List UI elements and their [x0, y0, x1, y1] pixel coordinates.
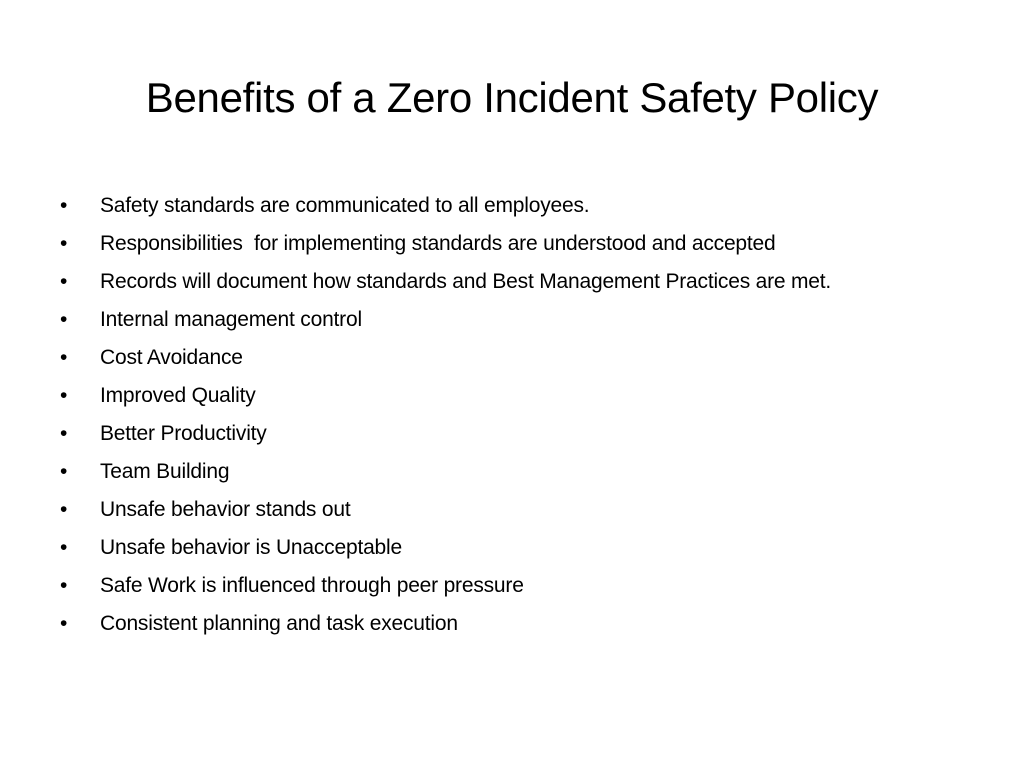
bullet-item [60, 418, 970, 449]
bullet-text: Cost Avoidance [100, 346, 243, 369]
bullet-text: Records will document how standards and Best Management Practices are met. [100, 270, 832, 293]
bullet-text: Improved Quality [100, 384, 256, 407]
bullet-dot-icon: • [60, 612, 68, 635]
bullet-item [60, 570, 970, 601]
bullet-text: Better Productivity [100, 422, 267, 445]
bullet-dot-icon: • [60, 422, 68, 445]
bullet-dot-icon: • [60, 574, 68, 597]
bullet-text: Safe Work is influenced through peer pressure [100, 574, 524, 597]
bullet-text: Unsafe behavior is Unacceptable [100, 536, 402, 559]
bullet-item [60, 228, 970, 259]
bullet-item [60, 380, 970, 411]
bullet-dot-icon: • [60, 270, 68, 293]
bullet-dot-icon: • [60, 346, 68, 369]
bullet-dot-icon: • [60, 498, 68, 521]
bullet-item [60, 608, 970, 639]
bullet-text: Consistent planning and task execution [100, 612, 458, 635]
bullet-text: Unsafe behavior stands out [100, 498, 351, 521]
bullet-text: Internal management control [100, 308, 362, 331]
bullet-dot-icon: • [60, 194, 68, 217]
bullet-item [60, 342, 970, 373]
bullet-item [60, 494, 970, 525]
bullet-text: Safety standards are communicated to all employees. [100, 194, 590, 217]
bullet-dot-icon: • [60, 384, 68, 407]
slide-title: Benefits of a Zero Incident Safety Policy [145, 74, 879, 121]
bullet-dot-icon: • [60, 460, 68, 483]
bullet-item [60, 456, 970, 487]
bullet-item [60, 532, 970, 563]
bullet-dot-icon: • [60, 536, 68, 559]
bullet-item [60, 304, 970, 335]
bullet-item [60, 266, 970, 297]
bullet-item [60, 190, 970, 221]
bullet-dot-icon: • [60, 308, 68, 331]
bullet-text: Team Building [100, 460, 230, 483]
bullet-list [60, 190, 970, 646]
bullet-text: Responsibilities for implementing standards are understood and accepted [100, 232, 776, 255]
bullet-dot-icon: • [60, 232, 68, 255]
